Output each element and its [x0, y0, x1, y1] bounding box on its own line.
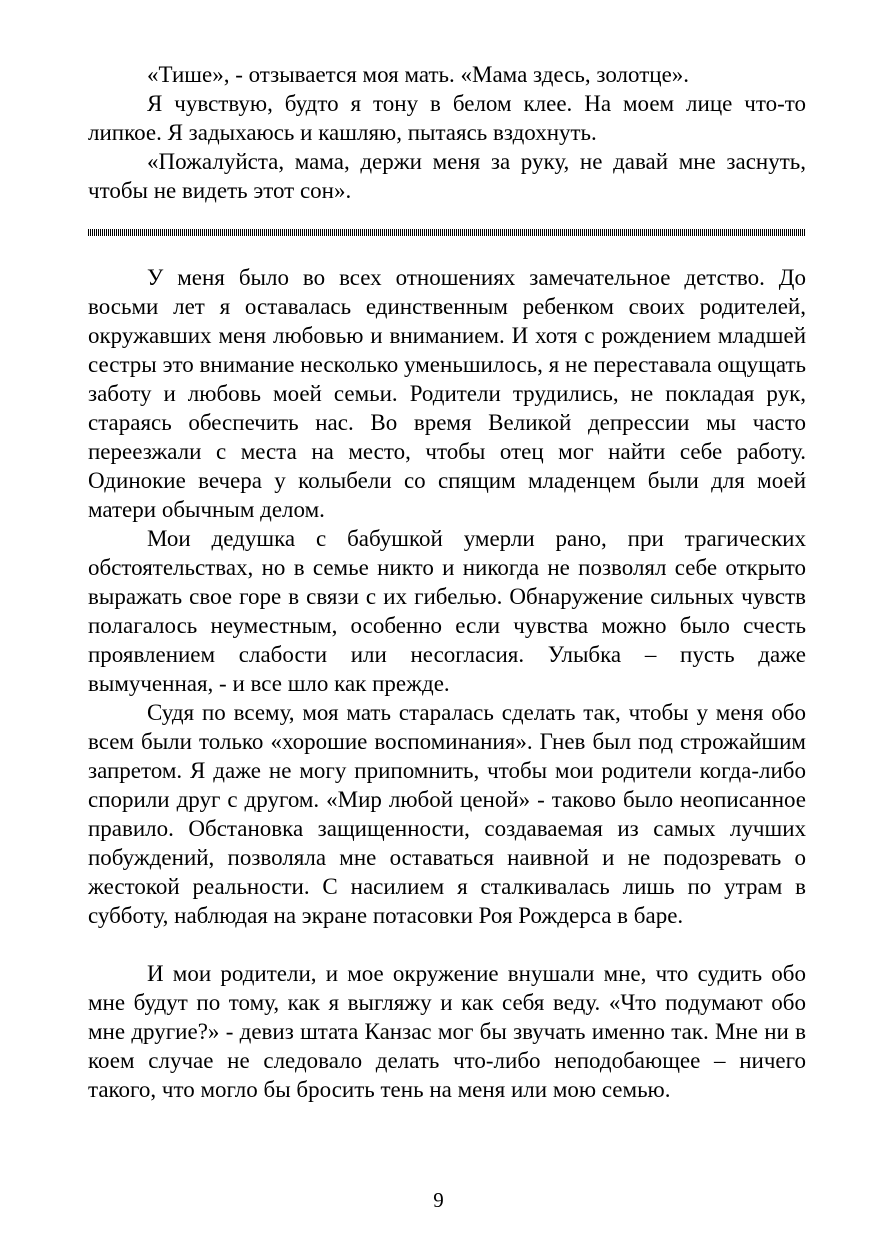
- paragraph-mother-reply: «Тише», - отзывается моя мать. «Мама здесь, золотце».: [147, 62, 690, 87]
- paragraph-drowning-feeling: Я чувствую, будто я тону в белом клее. На моем лице что-то липкое. Я задыхаюсь и кашляю, пытаясь вздохнуть.: [88, 91, 806, 145]
- paragraph-good-memories: Судя по всему, моя мать старалась сделать так, чтобы у меня обо всем были только «хорошие воспоминания». Гнев был под строжайшим запретом. Я даже не могу припомнить, чтобы мои родители когда-либо спорили друг с другом. «Мир любой ценой» - таково было неописанное правило. Обстановка защищенности, создаваемая из самых лучших побуждений, позволяла мне оставаться наивной и не подозревать о жестокой реальности. С насилием я сталкивалась лишь по утрам в субботу, наблюдая на экране потасовки Роя Рождерса в баре.: [88, 700, 806, 928]
- paragraph-appearances: И мои родители, и мое окружение внушали мне, что судить обо мне будут по тому, как я выгляжу и как себя веду. «Что подумают обо мне другие?» - девиз штата Канзас мог бы звучать именно так. Мне ни в коем случае не следовало делать что-либо неподобающее – ничего такого, что могло бы бросить тень на меня или мою семью.: [88, 961, 806, 1102]
- page-number: 9: [433, 1188, 444, 1212]
- section-separator: [88, 229, 806, 236]
- paragraph-grandparents: Мои дедушка с бабушкой умерли рано, при трагических обстоятельствах, но в семье никто и никогда не позволял себе открыто выражать свое горе в связи с их гибелью. Обнаружение сильных чувств полагалось неуместным, особенно если чувства можно было счесть проявлением слабости или несогласия. Улыбка – пусть даже вымученная, - и все шло как прежде.: [88, 526, 806, 696]
- paragraph-childhood: У меня было во всех отношениях замечательное детство. До восьми лет я оставалась единственным ребенком своих родителей, окружавших меня любовью и вниманием. И хотя с рождением младшей сестры это внимание несколько уменьшилось, я не переставала ощущать заботу и любовь моей семьи. Родители трудились, не покладая рук, стараясь обеспечить нас. Во время Великой депрессии мы часто переезжали с места на место, чтобы отец мог найти себе работу. Одинокие вечера у колыбели со спящим младенцем были для моей матери обычным делом.: [88, 265, 806, 522]
- paragraph-hold-my-hand: «Пожалуйста, мама, держи меня за руку, не давай мне заснуть, чтобы не видеть этот сон».: [88, 149, 806, 203]
